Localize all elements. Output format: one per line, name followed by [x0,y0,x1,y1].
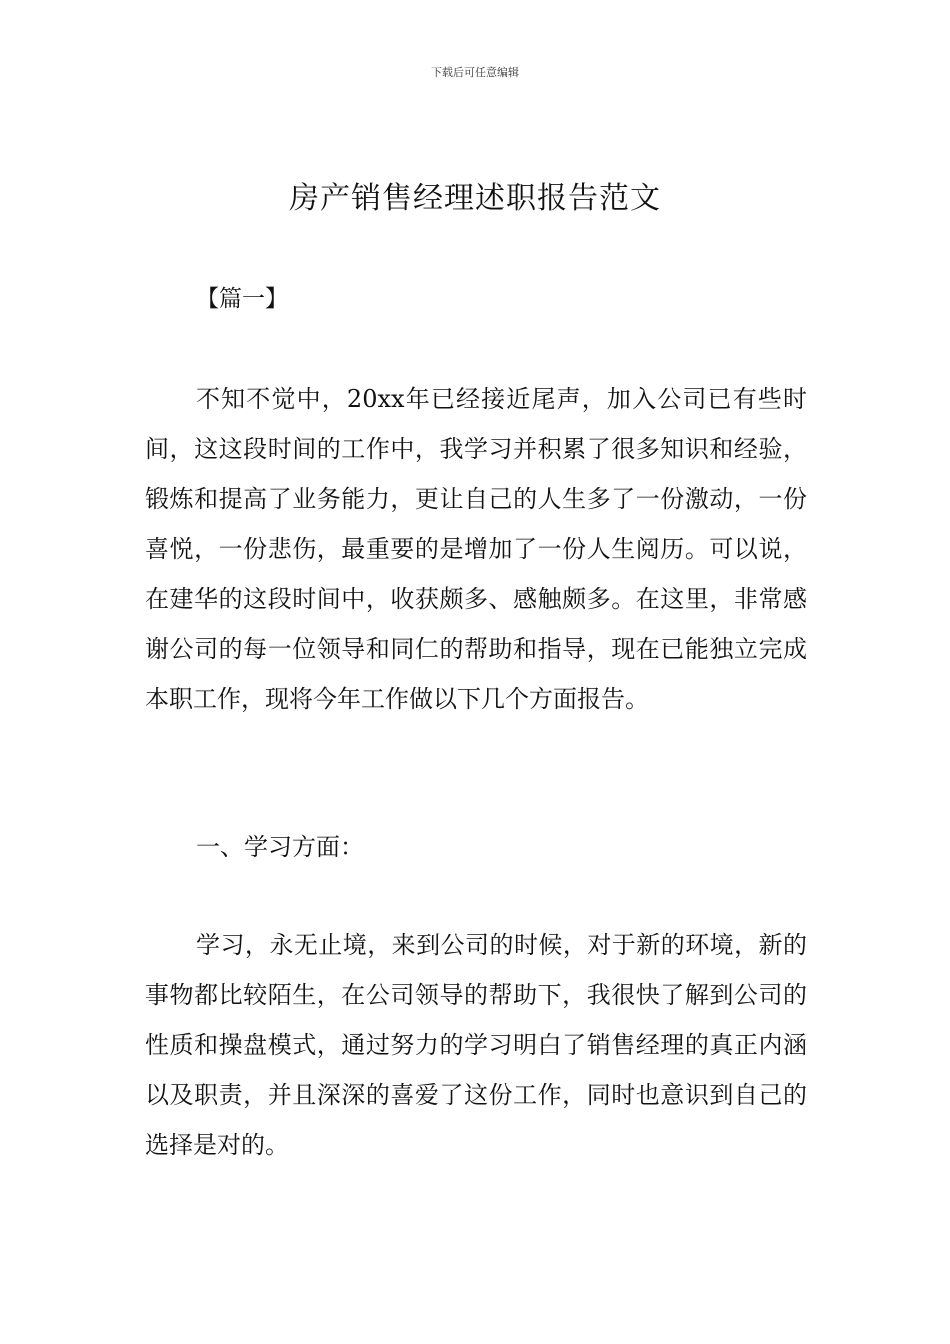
document-title: 房产销售经理述职报告范文 [289,181,661,216]
section-heading-study: 一、学习方面： [196,833,364,861]
header-note: 下载后可任意编辑 [431,66,519,79]
paragraph-intro: 不知不觉中，20xx年已经接近尾声，加入公司已有些时间，这这段时间的工作中，我学习并积累了很多知识和经验，锻炼和提高了业务能力，更让自己的人生多了一份激动，一份喜悦，一份悲伤，最重要的是增加了一份人生阅历。可以说，在建华的这段时间中，收获颇多、感触颇多。在这里，非常感谢公司的每一位领导和同仁的帮助和指导，现在已能独立完成本职工作，现将今年工作做以下几个方面报告。 [145,385,807,713]
paragraph-study: 学习，永无止境，来到公司的时候，对于新的环境，新的事物都比较陌生，在公司领导的帮助下，我很快了解到公司的性质和操盘模式，通过努力的学习明白了销售经理的真正内涵以及职责，并且深深的喜爱了这份工作，同时也意识到自己的选择是对的。 [145,931,807,1159]
section-tag: 【篇一】 [196,286,288,312]
